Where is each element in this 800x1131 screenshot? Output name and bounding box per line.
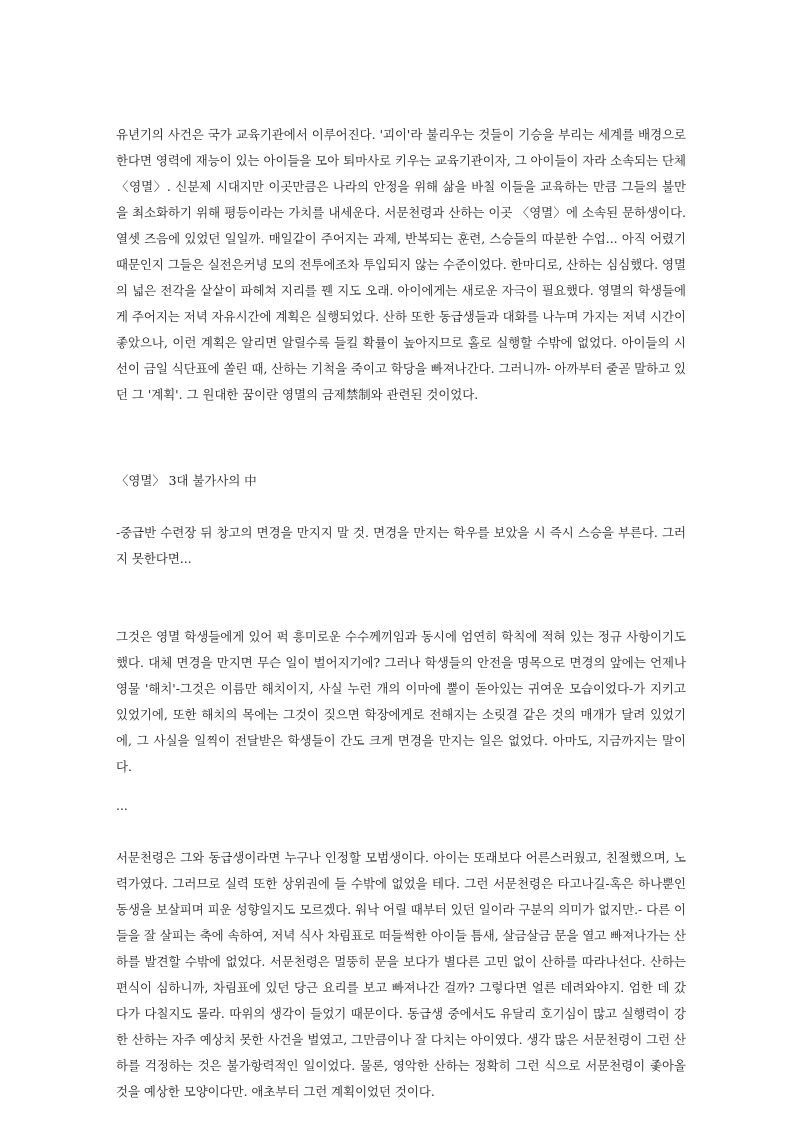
paragraph-seomun-cheonryeong: 서문천령은 그와 동급생이라면 누구나 인정할 모범생이다. 아이는 또래보다 어른스러웠고, 친절했으며, 노력가였다. 그러므로 실력 또한 상위권에 들 수밖에 없었을 테다. 그런 서문천령은 타고나길-혹은 하나뿐인 동생을 보살피며 피운 성향일지도 모르겠다. 워낙 어릴 때부터 있던 일이라 구분의 의미가 없지만.- 다른 이들을 잘 살피는 축에 속하여, 저녁 식사 차림표로 떠들썩한 아이들 틈새, 살금살금 문을 열고 빠져나가는 산하를 발견할 수밖에 없었다. 서문천령은 멀뚱히 문을 보다가 별다른 고민 없이 산하를 따라나선다. 산하는 편식이 심하니까, 차림표에 있던 당근 요리를 보고 빠져나간 걸까? 그렇다면 얼른 데려와야지. 엄한 데 갔다가 다칠지도 몰라. 따위의 생각이 들었기 때문이다. 동급생 중에서도 유달리 호기심이 많고 실행력이 강한 산하는 자주 예상치 못한 사건을 벌였고, 그만큼이나 잘 다치는 아이였다. 생각 많은 서문천령이 그런 산하를 걱정하는 것은 불가항력적인 일이었다. 물론, 영악한 산하는 정확히 그런 식으로 서문천령이 좇아올 것을 예상한 모양이다만. 애초부터 그런 계획이었던 것이다. bbox=[116, 850, 686, 1099]
paragraph-mirror-rule: 그것은 영멸 학생들에게 있어 퍽 흥미로운 수수께끼임과 동시에 엄연히 학칙에 적혀 있는 정규 사항이기도 했다. 대체 면경을 만지면 무슨 일이 벌어지기에? 그러나 학생들의 안전을 명목으로 면경의 앞에는 언제나 영물 '해치'-그것은 이름만 해치이지, 사실 누런 개의 이마에 뿔이 돋아있는 귀여운 모습이었다-가 지키고 있었기에, 또한 해치의 목에는 그것이 짖으면 학장에게로 전해지는 소릿결 같은 것의 매개가 달려 있었기에, 그 사실을 일찍이 전달받은 학생들이 간도 크게 면경을 만지는 일은 없었다. 아마도, 지금까지는 말이다. bbox=[116, 629, 686, 774]
section-heading: 〈영멸〉 3대 불가사의 中 bbox=[116, 473, 257, 488]
ellipsis-separator: ... bbox=[116, 798, 128, 813]
document-page bbox=[116, 122, 686, 1105]
paragraph-intro: 유년기의 사건은 국가 교육기관에서 이루어진다. '괴이'라 불리우는 것들이 기승을 부리는 세계를 배경으로 한다면 영력에 재능이 있는 아이들을 모아 퇴마사로 키우는 교육기관이자, 그 아이들이 자라 소속되는 단체 〈영멸〉. 신분제 시대지만 이곳만큼은 나라의 안정을 위해 삶을 바칠 이들을 교육하는 만큼 그들의 불만을 최소화하기 위해 평등이라는 가치를 내세운다. 서문천령과 산하는 이곳 〈영멸〉에 소속된 문하생이다. 열셋 즈음에 있었던 일일까. 매일같이 주어지는 과제, 반복되는 훈련, 스승들의 따분한 수업... 아직 어렸기 때문인지 그들은 실전은커녕 모의 전투에조차 투입되지 않는 수준이었다. 한마디로, 산하는 심심했다. 영멸의 넓은 전각을 샅샅이 파헤쳐 지리를 꿴 지도 오래. 아이에게는 새로운 자극이 필요했다. 영멸의 학생들에게 주어지는 저녁 자유시간에 계획은 실행되었다. 산하 또한 동급생들과 대화를 나누며 가지는 저녁 시간이 좋았으나, 이런 계획은 알리면 알릴수록 들킬 확률이 높아지므로 홀로 실행할 수밖에 없었다. 아이들의 시선이 금일 식단표에 쏠린 때, 산하는 기척을 죽이고 학당을 빠져나간다. 그러니까- 아까부터 줄곧 말하고 있던 그 '계획'. 그 원대한 꿈이란 영멸의 금제禁制와 관련된 것이었다. bbox=[116, 127, 686, 402]
rule-text: -중급반 수련장 뒤 창고의 면경을 만지지 말 것. 면경을 만지는 학우를 보았을 시 즉시 스승을 부른다. 그러지 못한다면... bbox=[116, 525, 686, 566]
